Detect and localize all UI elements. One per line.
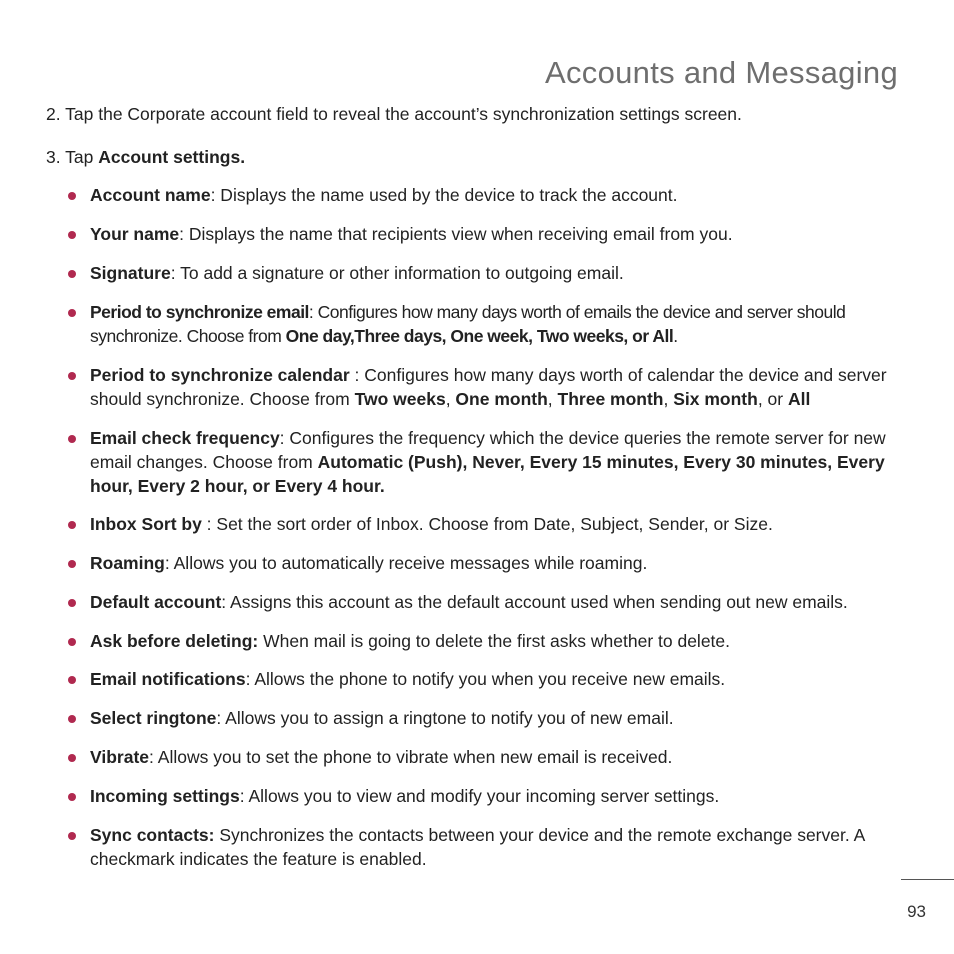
step-2 <box>46 102 742 126</box>
setting-period-sync-email <box>90 300 896 348</box>
separator: , <box>547 389 558 409</box>
separator: , <box>663 389 674 409</box>
setting-account-name <box>90 183 896 207</box>
setting-tail: . <box>673 326 678 346</box>
setting-vibrate <box>90 745 896 769</box>
bullet-icon <box>68 270 76 278</box>
bullet-icon <box>68 832 76 840</box>
setting-term: Roaming <box>90 553 165 573</box>
step-emphasis: Account settings. <box>98 147 246 167</box>
bullet-icon <box>68 793 76 801</box>
setting-description: : Assigns this account as the default account used when sending out new emails. <box>221 592 848 612</box>
setting-description: : Displays the name used by the device to track the account. <box>210 185 678 205</box>
setting-description: : Allows the phone to notify you when you receive new emails. <box>245 669 726 689</box>
setting-description: : Set the sort order of Inbox. Choose from Date, Subject, Sender, or Size. <box>201 514 773 534</box>
bullet-icon <box>68 521 76 529</box>
setting-term: Period to synchronize calendar <box>90 365 350 385</box>
setting-inbox-sort-by <box>90 512 896 536</box>
setting-description: : Allows you to set the phone to vibrate when new email is received. <box>149 747 673 767</box>
setting-incoming-settings <box>90 784 896 808</box>
setting-term: Your name <box>90 224 180 244</box>
bullet-icon <box>68 676 76 684</box>
setting-email-notifications <box>90 667 896 691</box>
setting-description: : Displays the name that recipients view when receiving email from you. <box>179 224 733 244</box>
separator: , <box>445 389 456 409</box>
setting-description: : To add a signature or other information to outgoing email. <box>170 263 624 283</box>
page-title: Accounts and Messaging <box>545 54 898 90</box>
setting-description: : Configures how many days worth of emails the device and server should synchronize. Choose from <box>90 302 846 346</box>
setting-default-account <box>90 590 896 614</box>
bullet-icon <box>68 599 76 607</box>
bullet-icon <box>68 638 76 646</box>
bullet-icon <box>68 435 76 443</box>
setting-roaming <box>90 551 896 575</box>
setting-email-check-frequency <box>90 426 896 498</box>
setting-description: : Configures the frequency which the device queries the remote server for new email changes. Choose from <box>90 428 886 472</box>
bullet-icon <box>68 754 76 762</box>
step-number: 3. <box>46 147 61 167</box>
setting-term: Sync contacts: <box>90 825 215 845</box>
setting-sync-contacts <box>90 823 896 871</box>
bullet-icon <box>68 560 76 568</box>
setting-options: One day,Three days, One week, Two weeks, or All <box>285 326 674 346</box>
setting-term: Ask before deleting: <box>90 631 259 651</box>
setting-term: Account name <box>90 185 211 205</box>
step-number: 2. <box>46 104 61 124</box>
setting-description: When mail is going to delete the first asks whether to delete. <box>258 631 731 651</box>
setting-period-sync-calendar <box>90 363 896 411</box>
option-all: All <box>787 389 811 409</box>
setting-term: Email check frequency <box>90 428 280 448</box>
setting-term: Default account <box>90 592 222 612</box>
setting-term: Vibrate <box>90 747 150 767</box>
setting-select-ringtone <box>90 706 896 730</box>
setting-signature <box>90 261 896 285</box>
option-one-month: One month <box>455 389 548 409</box>
setting-your-name <box>90 222 896 246</box>
setting-description: : Allows you to assign a ringtone to notify you of new email. <box>216 708 674 728</box>
bullet-icon <box>68 309 76 317</box>
setting-description: : Configures how many days worth of calendar the device and server should synchronize. Choose from <box>90 365 887 409</box>
setting-description: Synchronizes the contacts between your device and the remote exchange server. A checkmark indicates the feature is enabled. <box>90 825 865 869</box>
option-six-month: Six month <box>673 389 758 409</box>
setting-term: Period to synchronize email <box>90 302 309 322</box>
page-number: 93 <box>907 902 926 921</box>
bullet-icon <box>68 715 76 723</box>
footer-divider <box>901 879 954 880</box>
option-two-weeks: Two weeks <box>354 389 446 409</box>
step-text: Tap <box>65 147 99 167</box>
setting-description: : Allows you to view and modify your incoming server settings. <box>239 786 720 806</box>
setting-ask-before-deleting <box>90 629 896 653</box>
setting-term: Select ringtone <box>90 708 217 728</box>
bullet-icon <box>68 192 76 200</box>
setting-term: Email notifications <box>90 669 246 689</box>
option-three-month: Three month <box>557 389 664 409</box>
setting-term: Inbox Sort by <box>90 514 202 534</box>
setting-term: Incoming settings <box>90 786 240 806</box>
setting-options: Automatic (Push), Never, Every 15 minutes, Every 30 minutes, Every hour, Every 2 hour, or Every 4 hour. <box>90 452 885 496</box>
step-text: Tap the Corporate account field to reveal the account’s synchronization settings screen. <box>65 104 742 124</box>
setting-term: Signature <box>90 263 171 283</box>
step-3 <box>46 145 245 169</box>
separator: , or <box>757 389 788 409</box>
setting-description: : Allows you to automatically receive messages while roaming. <box>164 553 648 573</box>
bullet-icon <box>68 231 76 239</box>
bullet-icon <box>68 372 76 380</box>
